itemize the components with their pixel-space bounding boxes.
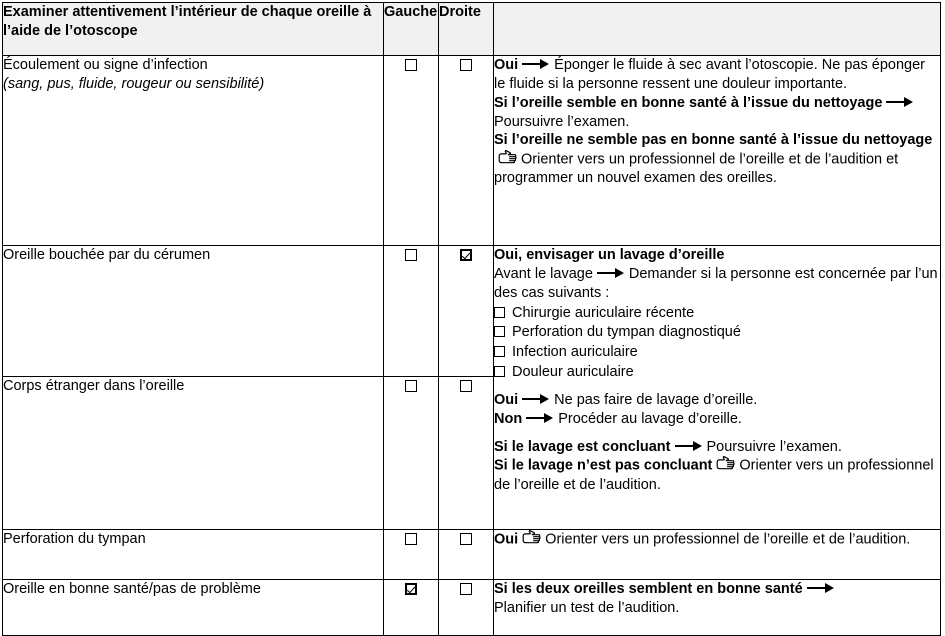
checkbox-checked-icon[interactable] [405,583,417,595]
long-rightwards-arrow-icon [522,394,550,404]
finding-label: Perforation du tympan [3,531,146,547]
left-ear-checkbox-cell-bonne-sante[interactable] [384,580,439,636]
left-ear-checkbox-cell-corps-etranger[interactable] [384,377,439,530]
long-rightwards-arrow-icon [522,59,550,69]
column-header-left-ear: Gauche [384,3,439,56]
action-lead: Oui [494,391,519,408]
action-option-label: Chirurgie auriculaire récente [512,304,695,321]
table-row [3,246,941,377]
long-rightwards-arrow-icon [886,97,914,107]
table-row [3,580,941,636]
action-lead: Si le lavage n’est pas concluant [494,457,713,474]
action-text: Demander si la personne est concernée par l’un des cas suivants : [494,265,938,301]
long-rightwards-arrow-icon [526,413,554,423]
pointing-hand-right-icon [521,530,542,546]
left-ear-checkbox-cell-perforation[interactable] [384,530,439,580]
finding-label: Oreille bouchée par du cérumen [3,247,211,263]
checkbox-unchecked-icon[interactable] [494,307,505,318]
column-header-action [494,3,941,56]
table-header-row [3,3,941,56]
action-lead: Si les deux oreilles semblent en bonne santé [494,581,803,597]
finding-cell-ecoulement [3,56,384,246]
action-text: Orienter vers un professionnel de l’oreille et de l’audition et programmer un nouvel examen des oreilles. [494,151,899,187]
checkbox-unchecked-icon[interactable] [405,380,417,392]
action-lead: Si l’oreille ne semble pas en bonne santé à l’issue du nettoyage [494,132,933,149]
checklist-sheet [0,2,945,634]
action-lead: Si l’oreille semble en bonne santé à l’issue du nettoyage [494,94,883,111]
checkbox-checked-icon[interactable] [460,249,472,261]
action-title: Oui, envisager un lavage d’oreille [494,247,725,263]
action-lead: Non [494,410,523,427]
action-option[interactable] [494,323,940,342]
action-lead: Oui [494,531,519,548]
finding-sublabel: (sang, pus, fluide, rougeur ou sensibilité) [3,75,265,92]
pointing-hand-right-icon [715,456,736,472]
action-option-label: Infection auriculaire [512,344,638,361]
action-text: Planifier un test de l’audition. [494,599,680,616]
long-rightwards-arrow-icon [597,268,625,278]
action-text: Poursuivre l’examen. [706,438,842,455]
action-text: Procéder au lavage d’oreille. [558,410,742,427]
action-option[interactable] [494,343,940,362]
checkbox-unchecked-icon[interactable] [494,366,505,377]
long-rightwards-arrow-icon [807,583,835,593]
right-ear-checkbox-cell-perforation[interactable] [439,530,494,580]
action-text: Éponger le fluide à sec avant l’otoscopie. Ne pas éponger le fluide si la personne ressent une douleur importante. [494,57,925,92]
checkbox-unchecked-icon[interactable] [460,583,472,595]
finding-cell-perforation [3,530,384,580]
finding-label: Écoulement ou signe d’infection [3,57,208,73]
left-ear-checkbox-cell-cerumen[interactable] [384,246,439,377]
checkbox-unchecked-icon[interactable] [460,380,472,392]
action-cell-cerumen-corps-etranger [494,246,941,530]
checkbox-unchecked-icon[interactable] [405,249,417,261]
action-cell-ecoulement [494,56,941,246]
pointing-hand-right-icon [497,150,518,166]
checkbox-unchecked-icon[interactable] [494,326,505,337]
action-lead: Avant le lavage [494,265,593,282]
action-option[interactable] [494,304,940,323]
finding-label: Oreille en bonne santé/pas de problème [3,581,261,597]
action-text: Ne pas faire de lavage d’oreille. [554,391,758,408]
checkbox-unchecked-icon[interactable] [460,533,472,545]
action-text: Poursuivre l’examen. [494,113,630,130]
checkbox-unchecked-icon[interactable] [405,59,417,71]
action-cell-perforation [494,530,941,580]
spacer [494,382,940,391]
column-header-finding: Examiner attentivement l’intérieur de chaque oreille à l’aide de l’otoscope [3,3,384,56]
action-text: Orienter vers un professionnel de l’oreille et de l’audition. [545,531,911,548]
action-option-label: Perforation du tympan diagnostiqué [512,324,741,341]
right-ear-checkbox-cell-cerumen[interactable] [439,246,494,377]
ear-examination-checklist-table [2,2,941,636]
left-ear-checkbox-cell-ecoulement[interactable] [384,56,439,246]
action-option[interactable] [494,363,940,382]
checkbox-unchecked-icon[interactable] [494,346,505,357]
table-row [3,56,941,246]
action-lead: Si le lavage est concluant [494,438,671,455]
right-ear-checkbox-cell-corps-etranger[interactable] [439,377,494,530]
action-option-label: Douleur auriculaire [512,364,634,381]
right-ear-checkbox-cell-ecoulement[interactable] [439,56,494,246]
checkbox-unchecked-icon[interactable] [460,59,472,71]
finding-cell-corps-etranger [3,377,384,530]
right-ear-checkbox-cell-bonne-sante[interactable] [439,580,494,636]
long-rightwards-arrow-icon [675,441,703,451]
action-cell-bonne-sante [494,580,941,636]
checkbox-unchecked-icon[interactable] [405,533,417,545]
finding-cell-cerumen [3,246,384,377]
spacer [494,429,940,438]
action-text: Orienter vers un professionnel de l’oreille et de l’audition. [494,457,934,493]
action-lead: Oui [494,57,519,73]
finding-cell-bonne-sante [3,580,384,636]
finding-label: Corps étranger dans l’oreille [3,378,185,394]
column-header-right-ear: Droite [439,3,494,56]
table-row [3,530,941,580]
